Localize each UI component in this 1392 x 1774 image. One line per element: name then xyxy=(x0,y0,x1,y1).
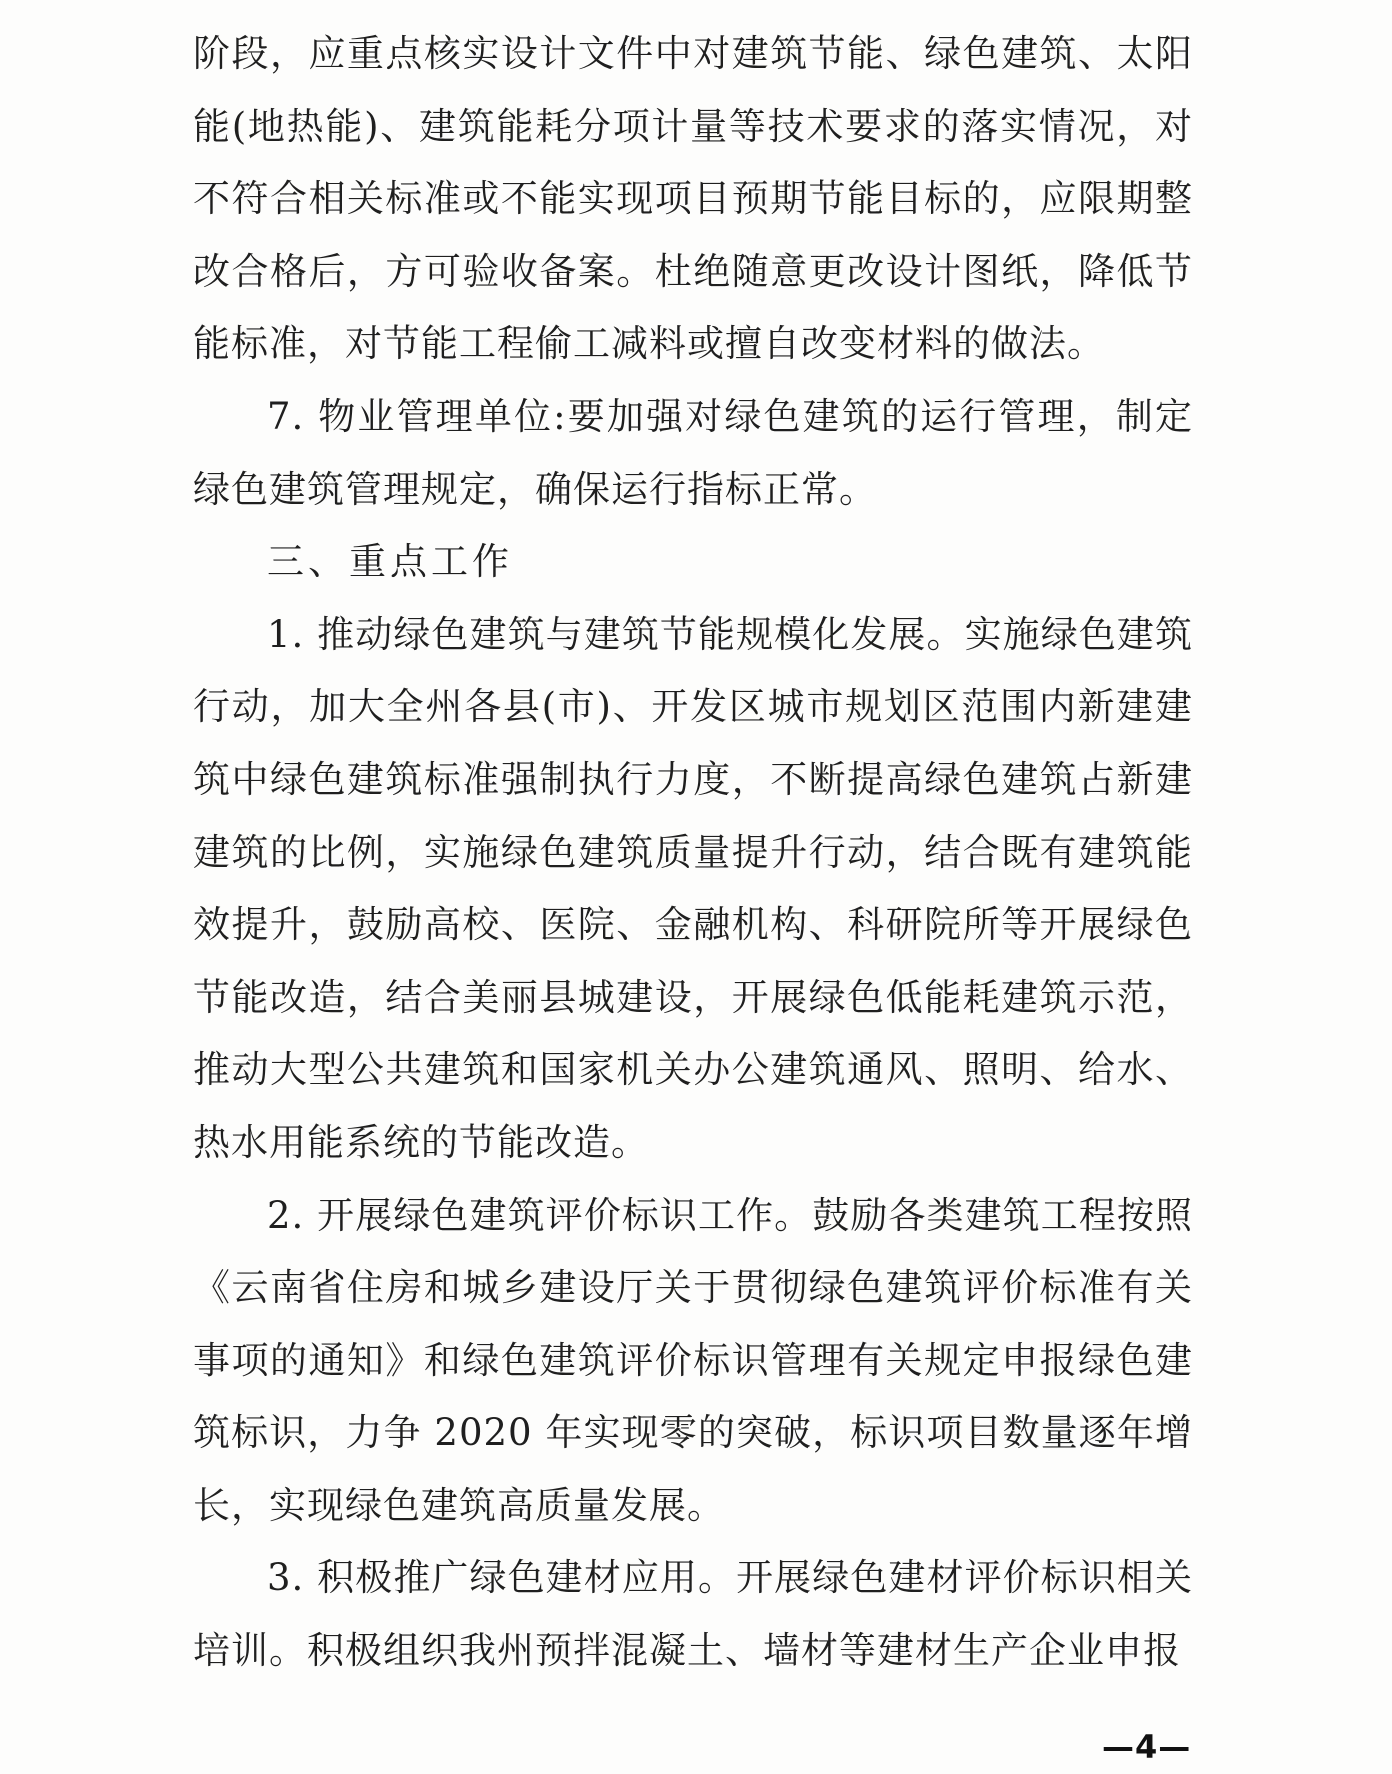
document-body xyxy=(193,18,1193,1688)
paragraph-key-work-3: 3. 积极推广绿色建材应用。开展绿色建材评价标识相关培训。积极组织我州预拌混凝土、墙材等建材生产企业申报 xyxy=(193,1556,1193,1673)
paragraph-key-work-2: 2. 开展绿色建筑评价标识工作。鼓励各类建筑工程按照《云南省住房和城乡建设厅关于贯彻绿色建筑评价标准有关事项的通知》和绿色建筑评价标识管理有关规定申报绿色建筑标识，力争 2020 年实现零的突破，标识项目数量逐年增长，实现绿色建筑高质量发展。 xyxy=(193,1193,1193,1527)
paragraph-key-work-1: 1. 推动绿色建筑与建筑节能规模化发展。实施绿色建筑行动，加大全州各县(市)、开发区城市规划区范围内新建建筑中绿色建筑标准强制执行力度，不断提高绿色建筑占新建建筑的比例，实施绿色建筑质量提升行动，结合既有建筑能效提升，鼓励高校、医院、金融机构、科研院所等开展绿色节能改造，结合美丽县城建设，开展绿色低能耗建筑示范，推动大型公共建筑和国家机关办公建筑通风、照明、给水、热水用能系统的节能改造。 xyxy=(193,612,1193,1164)
paragraph-continued: 阶段，应重点核实设计文件中对建筑节能、绿色建筑、太阳能(地热能)、建筑能耗分项计量等技术要求的落实情况，对不符合相关标准或不能实现项目预期节能目标的，应限期整改合格后，方可验收备案。杜绝随意更改设计图纸，降低节能标准，对节能工程偷工减料或擅自改变材料的做法。 xyxy=(193,32,1193,366)
section-heading: 三、重点工作 xyxy=(267,540,513,584)
page-number: —4— xyxy=(1102,1728,1192,1766)
paragraph-item-7: 7. 物业管理单位:要加强对绿色建筑的运行管理，制定绿色建筑管理规定，确保运行指标正常。 xyxy=(193,394,1193,511)
